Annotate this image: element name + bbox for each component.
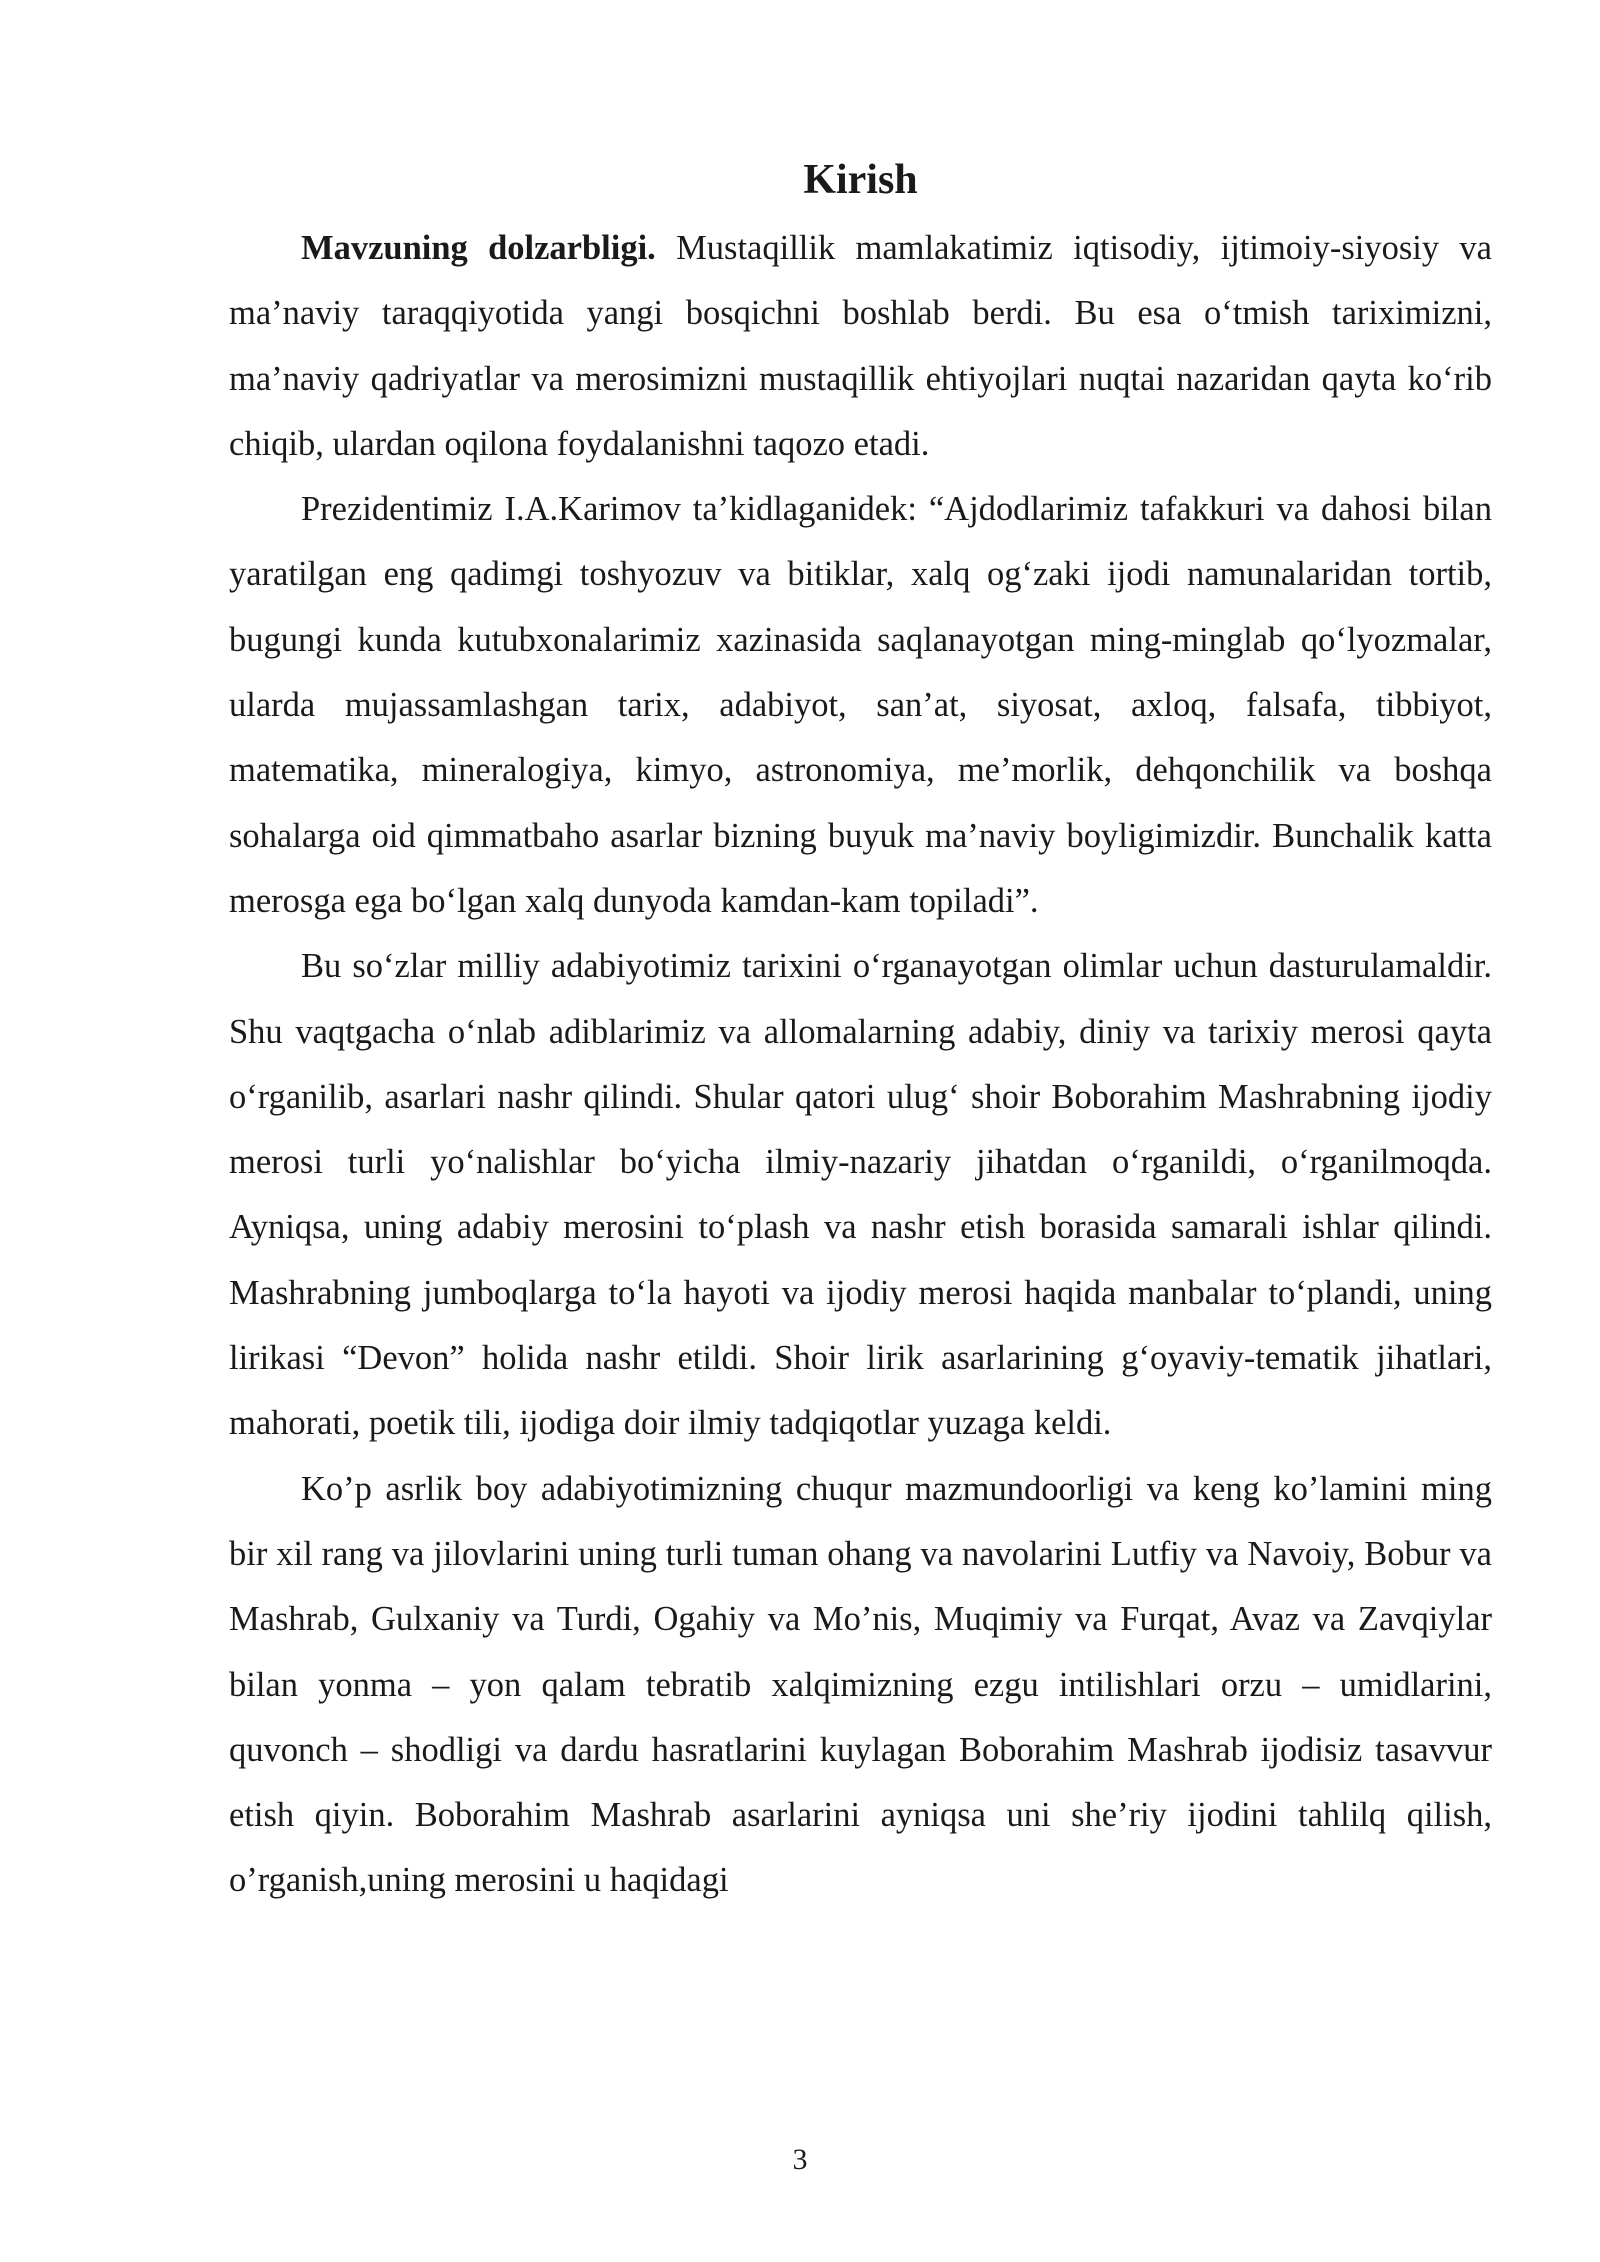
paragraph-text: Prezidentimiz I.A.Karimov ta’kidlaganidek: “Ajdodlarimiz tafakkuri va dahosi bilan yaratilgan eng qadimgi toshyozuv va bitiklar, xalq og‘zaki ijodi namunalaridan tortib, bugungi kunda kutubxonalarimiz xazinasida saqlanayotgan ming-minglab qo‘lyozmalar, ularda mujassamlashgan tarix, adabiyot, san’at, siyosat, axloq, falsafa, tibbiyot, matematika, mineralogiya, kimyo, astronomiya, me’morlik, dehqonchilik va boshqa sohalarga oid qimmatbaho asarlar bizning buyuk ma’naviy boyligimizdir. Bunchalik katta merosga ega bo‘lgan xalq dunyoda kamdan-kam topiladi”. [229, 490, 1492, 920]
paragraph-1 [229, 216, 1492, 477]
paragraph-3 [229, 934, 1492, 1456]
paragraph-4 [229, 1457, 1492, 1914]
paragraph-text: Mustaqillik mamlakatimiz iqtisodiy, ijtimoiy-siyosiy va ma’naviy taraqqiyotida yangi bosqichni boshlab berdi. Bu esa o‘tmish tariximizni, ma’naviy qadriyatlar va merosimizni mustaqillik ehtiyojlari nuqtai nazaridan qayta ko‘rib chiqib, ulardan oqilona foydalanishni taqozo etadi. [229, 229, 1492, 463]
paragraph-text: Bu so‘zlar milliy adabiyotimiz tarixini o‘rganayotgan olimlar uchun dasturulamaldir. Shu vaqtgacha o‘nlab adiblarimiz va allomalarning adabiy, diniy va tarixiy merosi qayta o‘rganilib, asarlari nashr qilindi. Shular qatori ulug‘ shoir Boborahim Mashrabning ijodiy merosi turli yo‘nalishlar bo‘yicha ilmiy-nazariy jihatdan o‘rganildi, o‘rganilmoqda. Ayniqsa, uning adabiy merosini to‘plash va nashr etish borasida samarali ishlar qilindi. Mashrabning jumboqlarga to‘la hayoti va ijodiy merosi haqida manbalar to‘plandi, uning lirikasi “Devon” holida nashr etildi. Shoir lirik asarlarining g‘oyaviy-tematik jihatlari, mahorati, poetik tili, ijodiga doir ilmiy tadqiqotlar yuzaga keldi. [229, 947, 1492, 1443]
paragraph-2 [229, 477, 1492, 934]
paragraph-lead: Mavzuning dolzarbligi. [301, 229, 656, 267]
paragraph-text: Ko’p asrlik boy adabiyotimizning chuqur mazmundoorligi va keng ko’lamini ming bir xil rang va jilovlarini uning turli tuman ohang va navolarini Lutfiy va Navoiy, Bobur va Mashrab, Gulxaniy va Turdi, Ogahiy va Mo’nis, Muqimiy va Furqat, Avaz va Zavqiylar bilan yonma – yon qalam tebratib xalqimizning ezgu intilishlari orzu – umidlarini, quvonch – shodligi va dardu hasratlarini kuylagan Boborahim Mashrab ijodisiz tasavvur etish qiyin. Boborahim Mashrab asarlarini ayniqsa uni she’riy ijodini tahlilq qilish, o’rganish,uning merosini u haqidagi [229, 1469, 1492, 1900]
document-title: Kirish [803, 157, 918, 203]
page-number: 3 [792, 2143, 808, 2176]
document-page [229, 150, 1492, 1914]
